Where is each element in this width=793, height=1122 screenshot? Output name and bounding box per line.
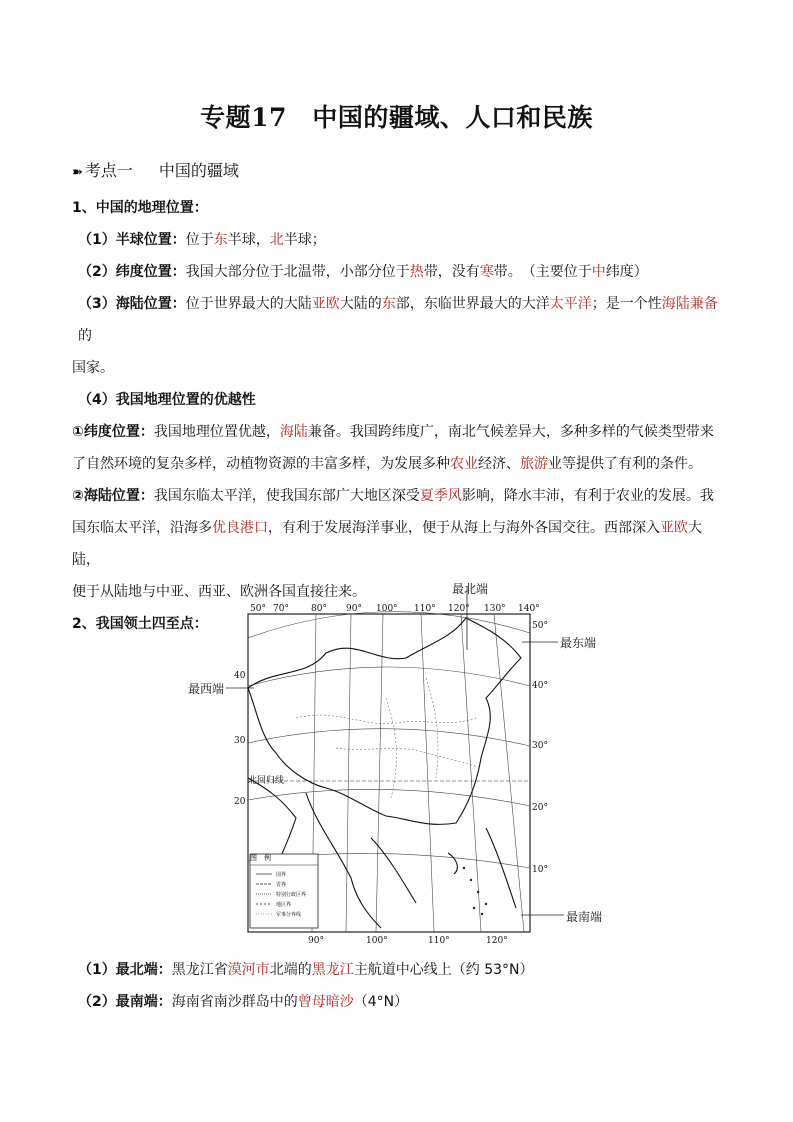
lat-label: 30	[234, 736, 246, 746]
lon-label: 70°	[273, 604, 289, 614]
item-land-sea: （3）海陆位置：位于世界最大的大陆亚欧大陆的东部，东临世界最大的大洋太平洋；是一个性海陆兼备的	[78, 296, 718, 344]
lon-label: 90°	[346, 604, 362, 614]
legend-item: 国界	[276, 872, 287, 878]
item-south-point: （2）最南端：海南省南沙群岛中的曾母暗沙（4°N）	[78, 994, 409, 1010]
lat-label: 50°	[532, 621, 548, 631]
legend-item: 地区界	[276, 902, 292, 908]
arrow-icon: ➽	[72, 165, 83, 180]
lon-label: 100°	[366, 936, 388, 946]
section-label: 考点一	[84, 161, 133, 180]
lon-label: 90°	[308, 936, 324, 946]
lat-label: 20	[234, 797, 246, 807]
tropic-label: 北回归线	[248, 776, 285, 786]
page-title: 专题17 中国的疆域、人口和民族	[200, 103, 593, 132]
item-sea-advantage-cont2: 便于从陆地与中亚、西亚、欧洲各国直接往来。	[72, 584, 366, 600]
legend-item: 军事分界线	[276, 912, 302, 918]
lon-label: 120°	[486, 936, 508, 946]
lon-label: 140°	[518, 604, 540, 614]
section-name: 中国的疆域	[158, 161, 239, 180]
heading-geo-position: 1、中国的地理位置：	[72, 200, 208, 216]
section-heading	[72, 158, 239, 181]
lon-label: 80°	[311, 604, 327, 614]
lon-label: 120°	[448, 604, 470, 614]
paragraph-extremes	[72, 954, 722, 1018]
label-east: 最东端	[560, 636, 597, 650]
lat-label: 40°	[532, 681, 548, 691]
lon-label: 100°	[376, 604, 398, 614]
legend-item: 特别行政区界	[276, 892, 307, 898]
lon-label: 130°	[484, 604, 506, 614]
lon-label: 110°	[414, 604, 436, 614]
paragraph-block	[72, 192, 722, 640]
lat-label: 40	[234, 671, 246, 681]
map-figure	[186, 578, 616, 950]
lat-label: 10°	[532, 865, 548, 875]
legend-title: 图 例	[250, 854, 271, 862]
lat-label: 30°	[532, 741, 548, 751]
label-west: 最西端	[188, 682, 225, 696]
lat-label: 20°	[532, 803, 548, 813]
item-north-point: （1）最北端：黑龙江省漠河市北端的黑龙江主航道中心线上（约 53°N）	[78, 962, 534, 978]
lon-label: 50°	[250, 604, 266, 614]
heading-extreme-points: 2、我国领土四至点：	[72, 616, 208, 632]
item-land-sea-cont: 国家。	[72, 360, 114, 376]
label-north: 最北端	[452, 582, 489, 596]
item-latitude-advantage: ①纬度位置：我国地理位置优越，海陆兼备。我国跨纬度广，南北气候差异大，多种多样的气候类型带来	[72, 424, 714, 440]
legend-item: 省界	[276, 882, 287, 888]
lon-label: 110°	[428, 936, 450, 946]
item-latitude-advantage-cont: 了自然环境的复杂多样，动植物资源的丰富多样，为发展多种农业经济、旅游业等提供了有利的条件。	[72, 456, 702, 472]
item-sea-advantage: ②海陆位置：我国东临太平洋，使我国东部广大地区深受夏季风影响，降水丰沛，有利于农业的发展。我	[72, 488, 714, 504]
item-latitude: （2）纬度位置：我国大部分位于北温带，小部分位于热带，没有寒带。 （主要位于中纬度）	[78, 264, 648, 280]
heading-advantages: （4）我国地理位置的优越性	[78, 392, 256, 408]
item-hemisphere: （1）半球位置：位于东半球，北半球；	[78, 232, 326, 248]
item-sea-advantage-cont: 国东临太平洋，沿海多优良港口，有利于发展海洋事业，便于从海上与海外各国交往。西部深入亚欧大陆，	[72, 520, 702, 568]
label-south: 最南端	[566, 910, 603, 924]
china-map	[186, 578, 616, 950]
